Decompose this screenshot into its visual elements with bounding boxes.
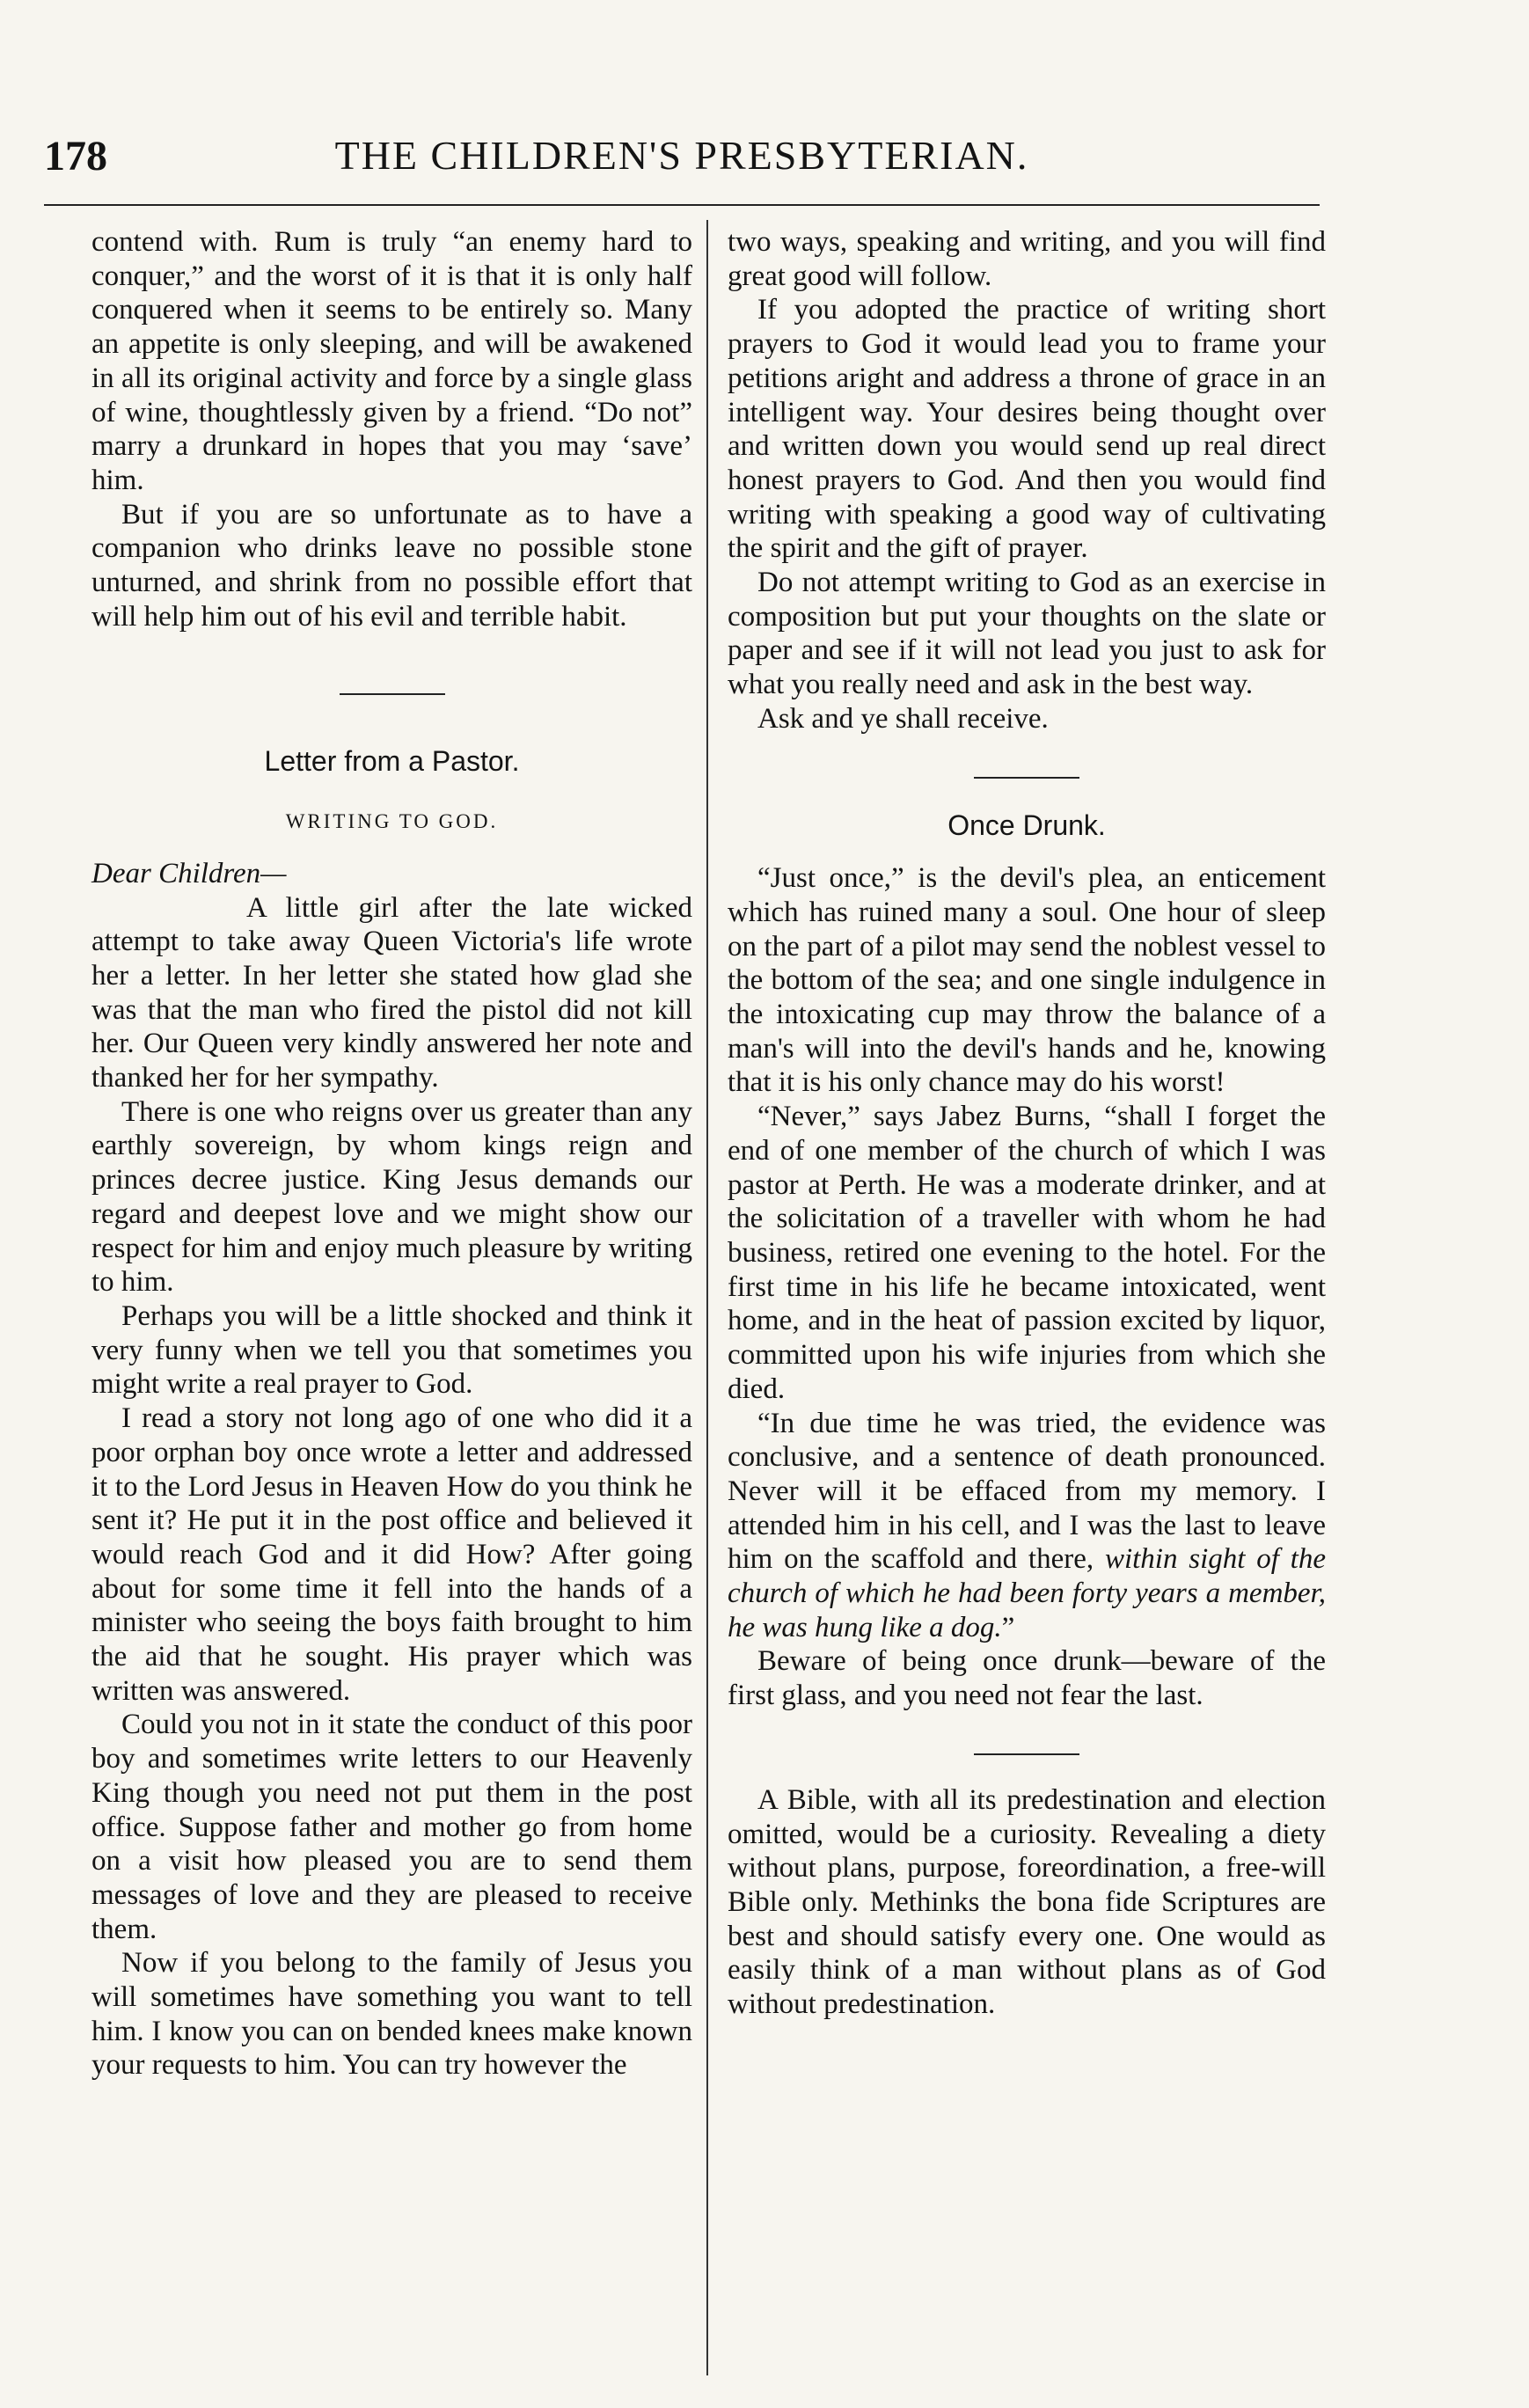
bible-paragraph: A Bible, with all its predestination and election omitted, would be a curiosity. Revealing a diety without plans, purpose, foreordination, a free-will Bible only. Methinks the bona fide Scriptures are best and should satisfy every one. One would as easily think of a man without plans as of God without predestination. — [728, 1783, 1326, 2021]
page-header — [44, 132, 1320, 194]
salutation: Dear Children— — [91, 857, 287, 889]
trial-paragraph-italic: within sight of the church of which he had been forty years a member, he was hung like a dog. — [728, 1543, 1326, 1643]
once-drunk-heading: Once Drunk. — [947, 809, 1106, 841]
opening-paragraph: contend with. Rum is truly “an enemy hard to conquer,” and the worst of it is that it is only half conquered when it seems to be entirely so. Many an appetite is only sleeping, and will be awakened in all its original activity and force by a single glass of wine, thoughtlessly given by a friend. “Do not” marry a drunkard in hopes that you may ‘save’ him. — [91, 226, 692, 496]
once-drunk-paragraph: “Never,” says Jabez Burns, “shall I forget the end of one member of the church of which I was pastor at Perth. He was a moderate drinker, and at the solicitation of a traveller with whom he had business, retired one evening to the hotel. For the first time in his life he became intoxicated, went home, and in the heat of passion excited by liquor, committed upon his wife injuries from which she died. — [728, 1101, 1326, 1405]
column-divider — [706, 220, 708, 2375]
letter-paragraph: There is one who reigns over us greater than any earthly sovereign, by whom kings reign and princes decree justice. King Jesus demands our regard and deepest love and we might show our respect for him and enjoy much pleasure by writing to him. — [91, 1095, 692, 1299]
letter-paragraph: A little girl after the late wicked attempt to take away Queen Victoria's life wrote her a letter. In her letter she stated how glad she was that the man who fired the pistol did not kill her. Our Queen very kindly answered her note and thanked her for her sympathy. — [91, 891, 692, 1094]
left-column — [91, 225, 692, 2082]
letter-paragraph: Perhaps you will be a little shocked and think it very funny when we tell you that sometimes you might write a real prayer to God. — [91, 1299, 692, 1401]
once-drunk-paragraph: “Just once,” is the devil's plea, an enticement which has ruined many a soul. One hour of sleep on the part of a pilot may send the noblest vessel to the bottom of the sea; and one single indulgence in the intoxicating cup may throw the balance of a man's will into the devil's hands and he, knowing that it is his only chance may do his worst! — [728, 862, 1326, 1099]
page-number: 178 — [44, 133, 107, 179]
letter-paragraph: Could you not in it state the conduct of this poor boy and sometimes write letters to our Heavenly King though you need not put them in the post office. Suppose father and mother go from home on a visit how pleased you are to send them messages of love and they are pleased to receive them. — [91, 1709, 692, 1945]
running-title: THE CHILDREN'S PRESBYTERIAN. — [334, 133, 1029, 178]
letter-continued-paragraph: Do not attempt writing to God as an exercise in composition but put your thoughts on the slate or paper and see if it will not lead you just to ask for what you really need and ask in the best way. — [728, 567, 1326, 701]
trial-paragraph-text: “In due time he was tried, the evidence was conclusive, and a sentence of death pronounced. Never will it be effaced from my memory. I attended him in his cell, and I was the last to leave him on the scaffold and there, — [728, 1407, 1326, 1576]
letter-continued-paragraph: Ask and ye shall receive. — [757, 702, 1049, 735]
warning-paragraph: Beware of being once drunk—beware of the first glass, and you need not fear the last. — [728, 1645, 1326, 1712]
right-column — [728, 225, 1326, 2022]
letter-paragraph: Now if you belong to the family of Jesus you will sometimes have something you want to tell him. I know you can on bended knees make known your requests to him. You can try however the — [91, 1947, 692, 2082]
companion-paragraph: But if you are so unfortunate as to have a companion who drinks leave no possible stone unturned, and shrink from no possible effort that will help him out of his evil and terrible habit. — [91, 498, 692, 633]
header-rule — [44, 204, 1320, 206]
letter-subheading: WRITING TO GOD. — [285, 810, 499, 833]
letter-heading: Letter from a Pastor. — [264, 745, 520, 778]
trial-paragraph-close: ” — [1001, 1611, 1015, 1643]
letter-continued-paragraph: If you adopted the practice of writing short prayers to God it would lead you to frame your petitions aright and address a throne of grace in an intelligent way. Your desires being thought over and written down you would send up real direct honest prayers to God. And then you would find writing with speaking a good way of cultivating the spirit and the gift of prayer. — [728, 294, 1326, 565]
letter-paragraph: I read a story not long ago of one who did it a poor orphan boy once wrote a letter and addressed it to the Lord Jesus in Heaven How do you think he sent it? He put it in the post office and believed it would reach God and it did How? After going about for some time it fell into the hands of a minister who seeing the boys faith brought to him the aid that he sought. His prayer which was written was answered. — [91, 1402, 692, 1707]
trial-paragraph — [728, 1407, 1326, 1645]
letter-continued-paragraph: two ways, speaking and writing, and you will find great good will follow. — [728, 226, 1326, 292]
